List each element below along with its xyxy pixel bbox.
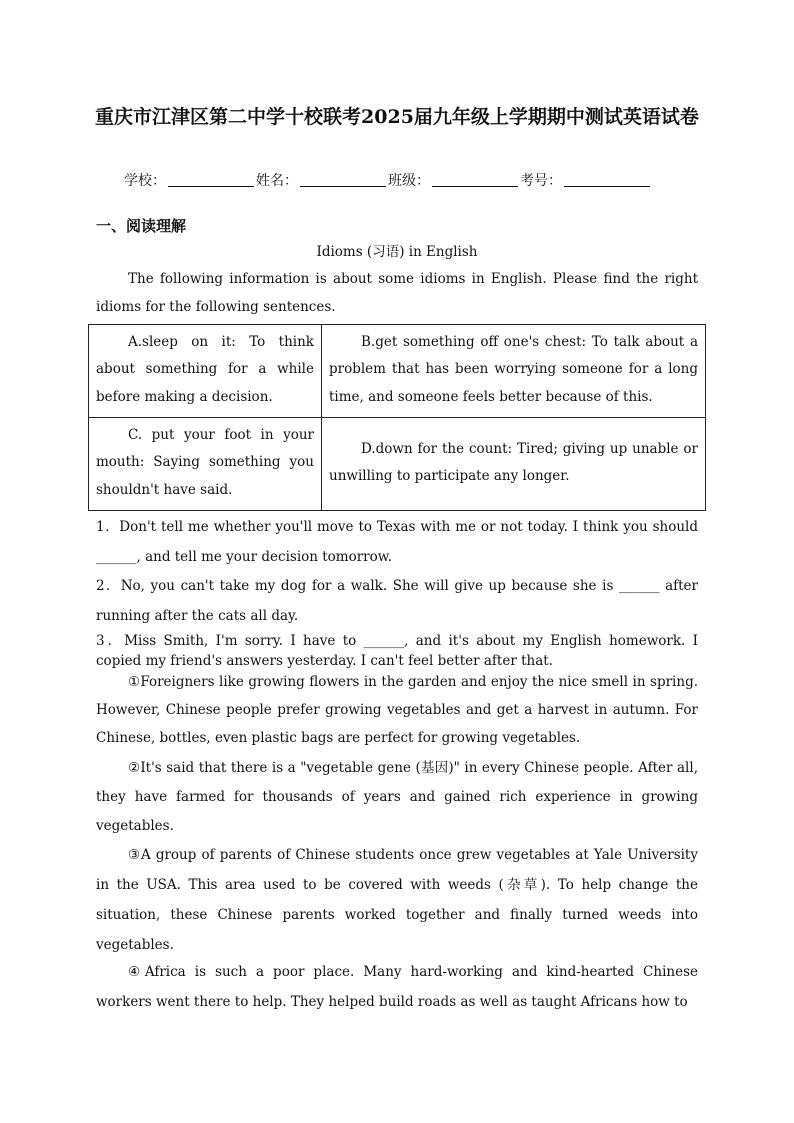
student-info-line: [124, 170, 652, 190]
question-3: 3．Miss Smith, I'm sorry. I have to ______, and it's about my English homework. I copied my friend's answers yesterday. I can't feel better after that.: [96, 633, 698, 669]
school-label: 学校：: [124, 173, 166, 189]
passage-intro: The following information is about some idioms in English. Please find the right idioms for the following sentences.: [96, 271, 698, 315]
table-row: [89, 325, 706, 418]
school-blank: [168, 172, 254, 187]
paragraph-2: ②It's said that there is a "vegetable gene (基因)" in every Chinese people. After all, they have farmed for thousands of years and gained rich experience in growing vegetables.: [96, 760, 698, 834]
name-blank: [300, 172, 386, 187]
page-title: 重庆市江津区第二中学十校联考2025届九年级上学期期中测试英语试卷: [95, 106, 699, 128]
paragraph-3: ③A group of parents of Chinese students once grew vegetables at Yale University in the USA. This area used to be covered with weeds (杂草). To help change the situation, these Chinese parents worked together and finally turned weeds into vegetables.: [96, 847, 698, 953]
passage-title: Idioms (习语) in English: [316, 244, 478, 260]
table-row: [89, 418, 706, 511]
section-heading: 一、阅读理解: [96, 217, 187, 235]
class-label: 班级：: [388, 173, 430, 189]
option-b-cell: [322, 325, 706, 418]
question-1: 1．Don't tell me whether you'll move to Texas with me or not today. I think you should ______, and tell me your decision tomorrow.: [96, 519, 698, 565]
class-blank: [432, 172, 518, 187]
option-c-text: C. put your foot in your mouth: Saying something you shouldn't have said.: [96, 426, 314, 498]
option-a-text: A.sleep on it: To think about something for a while before making a decision.: [96, 333, 314, 405]
number-blank: [564, 172, 650, 187]
number-label: 考号：: [520, 173, 562, 189]
idioms-table: [88, 324, 706, 511]
paragraph-4: ④Africa is such a poor place. Many hard-working and kind-hearted Chinese workers went there to help. They helped build roads as well as taught Africans how to: [96, 964, 698, 1010]
name-label: 姓名：: [256, 173, 298, 189]
paragraph-1: ①Foreigners like growing flowers in the garden and enjoy the nice smell in spring. However, Chinese people prefer growing vegetables and get a harvest in autumn. For Chinese, bottles, even plastic bags are perfect for growing vegetables.: [96, 674, 698, 746]
option-c-cell: [89, 418, 322, 511]
question-2: 2．No, you can't take my dog for a walk. She will give up because she is ______ after running after the cats all day.: [96, 578, 698, 624]
option-d-text: D.down for the count: Tired; giving up unable or unwilling to participate any longer.: [329, 440, 698, 484]
option-d-cell: [322, 418, 706, 511]
option-b-text: B.get something off one's chest: To talk about a problem that has been worrying someone for a long time, and someone feels better because of this.: [329, 333, 698, 405]
option-a-cell: [89, 325, 322, 418]
